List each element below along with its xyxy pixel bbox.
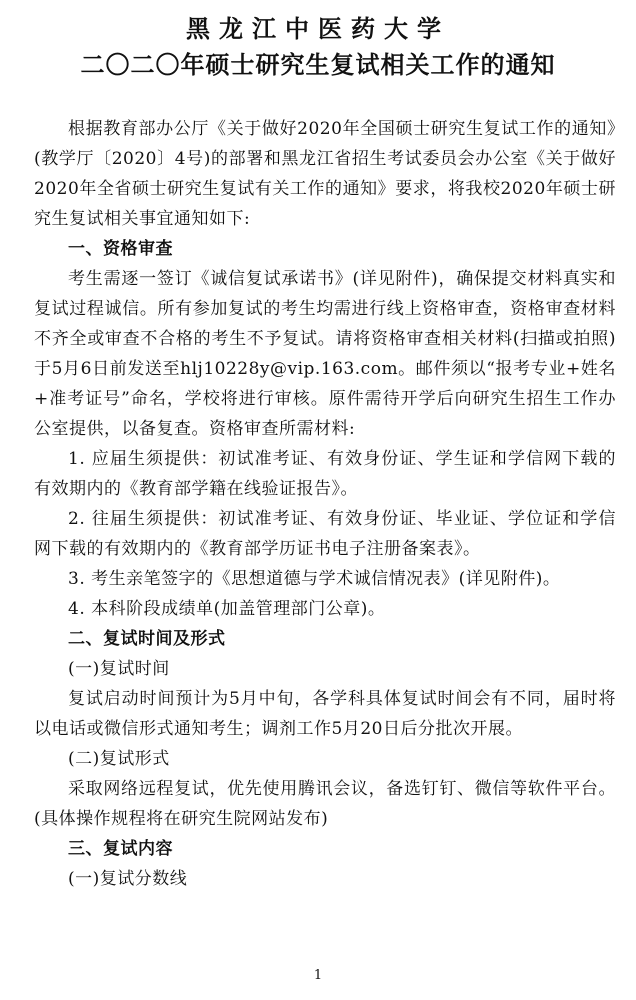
material-item: 4. 本科阶段成绩单(加盖管理部门公章)。 xyxy=(68,599,386,619)
material-item: 3. 考生亲笔签字的《思想道德与学术诚信情况表》(详见附件)。 xyxy=(68,569,561,589)
section-heading-qualification: 一、资格审查 xyxy=(68,239,173,259)
material-item: 1. 应届生须提供：初试准考证、有效身份证、学生证和学信网下载的有效期内的《教育部学籍在线验证报告》。 xyxy=(34,449,616,499)
subheading-score-line: (一)复试分数线 xyxy=(68,869,188,889)
retest-format-paragraph: 采取网络远程复试，优先使用腾讯会议，备选钉钉、微信等软件平台。(具体操作规程将在研究生院网站发布) xyxy=(34,779,616,829)
university-name: 黑龙江中医药大学 xyxy=(186,15,450,43)
subheading-retest-time: (一)复试时间 xyxy=(68,659,170,679)
notice-body xyxy=(34,114,616,894)
section-heading-content: 三、复试内容 xyxy=(68,839,173,859)
page-number: 1 xyxy=(313,968,323,983)
section-heading-time-format: 二、复试时间及形式 xyxy=(68,629,226,649)
material-item: 2. 往届生须提供：初试准考证、有效身份证、毕业证、学位证和学信网下载的有效期内的《教育部学历证书电子注册备案表》。 xyxy=(34,509,616,559)
intro-paragraph: 根据教育部办公厅《关于做好2020年全国硕士研究生复试工作的通知》(教学厅〔2020〕4号)的部署和黑龙江省招生考试委员会办公室《关于做好2020年全省硕士研究生复试有关工作的通知》要求，将我校2020年硕士研究生复试相关事宜通知如下: xyxy=(34,119,616,229)
retest-time-paragraph: 复试启动时间预计为5月中旬，各学科具体复试时间会有不同，届时将以电话或微信形式通知考生；调剂工作5月20日后分批次开展。 xyxy=(34,689,616,739)
subheading-retest-format: (二)复试形式 xyxy=(68,749,170,769)
notice-title: 二〇二〇年硕士研究生复试相关工作的通知 xyxy=(80,51,556,79)
qualification-paragraph: 考生需逐一签订《诚信复试承诺书》(详见附件)，确保提交材料真实和复试过程诚信。所有参加复试的考生均需进行线上资格审查，资格审查材料不齐全或审查不合格的考生不予复试。请将资格审查相关材料(扫描或拍照)于5月6日前发送至hlj10228y@vip.163.com。邮件须以“报考专业+姓名+准考证号”命名，学校将进行审核。原件需待开学后向研究生招生工作办公室提供，以备复查。资格审查所需材料: xyxy=(34,269,616,439)
